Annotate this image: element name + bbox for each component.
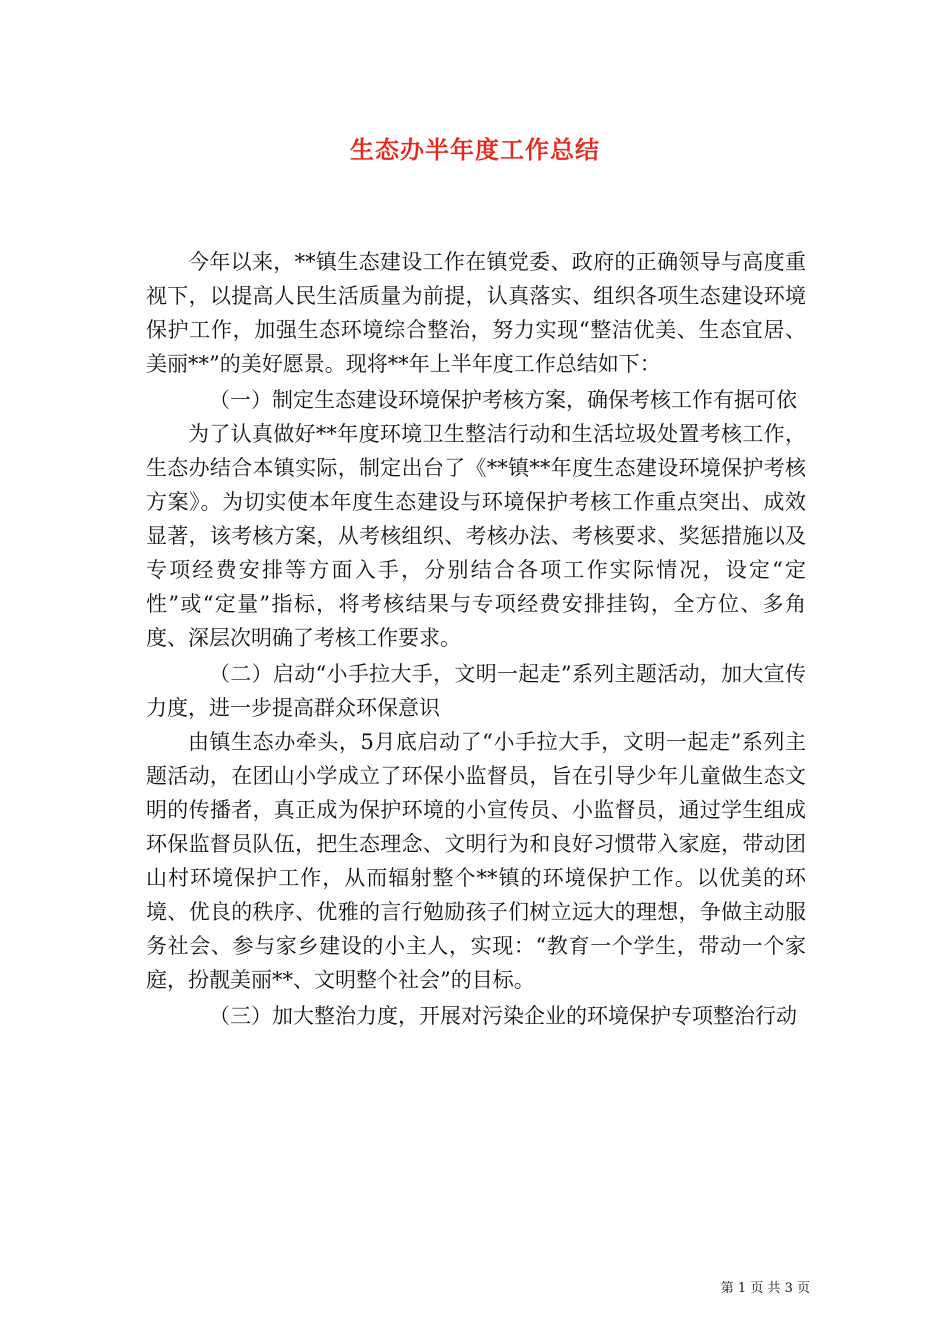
document-body: [146, 245, 806, 1033]
page-title: 生态办半年度工作总结: [350, 135, 600, 164]
section-heading-3: （三）加大整治力度，开展对污染企业的环境保护专项整治行动: [209, 1004, 797, 1028]
page-footer: 第 1 页 共 3 页: [720, 1281, 810, 1296]
section-heading-1: （一）制定生态建设环境保护考核方案，确保考核工作有据可依: [209, 388, 797, 412]
paragraph-section-2: 由镇生态办牵头，5月底启动了“小手拉大手，文明一起走”系列主题活动，在团山小学成立了环保小监督员，旨在引导少年儿童做生态文明的传播者，真正成为保护环境的小宣传员、小监督员，通过学生组成环保监督员队伍，把生态理念、文明行为和良好习惯带入家庭，带动团山村环境保护工作，从而辐射整个**镇的环境保护工作。以优美的环境、优良的秩序、优雅的言行勉励孩子们树立远大的理想，争做主动服务社会、参与家乡建设的小主人，实现：“教育一个学生，带动一个家庭，扮靓美丽**、文明整个社会”的目标。: [146, 730, 806, 992]
paragraph-section-1: 为了认真做好**年度环境卫生整洁行动和生活垃圾处置考核工作，生态办结合本镇实际，制定出台了《**镇**年度生态建设环境保护考核方案》。为切实使本年度生态建设与环境保护考核工作重点突出、成效显著，该考核方案，从考核组织、考核办法、考核要求、奖惩措施以及专项经费安排等方面入手，分别结合各项工作实际情况，设定“定性”或“定量”指标，将考核结果与专项经费安排挂钩，全方位、多角度、深层次明确了考核工作要求。: [146, 422, 806, 650]
paragraph-intro: 今年以来，**镇生态建设工作在镇党委、政府的正确领导与高度重视下，以提高人民生活质量为前提，认真落实、组织各项生态建设环境保护工作，加强生态环境综合整治，努力实现“整洁优美、生态宜居、美丽**”的美好愿景。现将**年上半年度工作总结如下：: [146, 250, 806, 376]
section-heading-2: （二）启动“小手拉大手，文明一起走”系列主题活动，加大宣传力度，进一步提高群众环保意识: [146, 662, 806, 720]
